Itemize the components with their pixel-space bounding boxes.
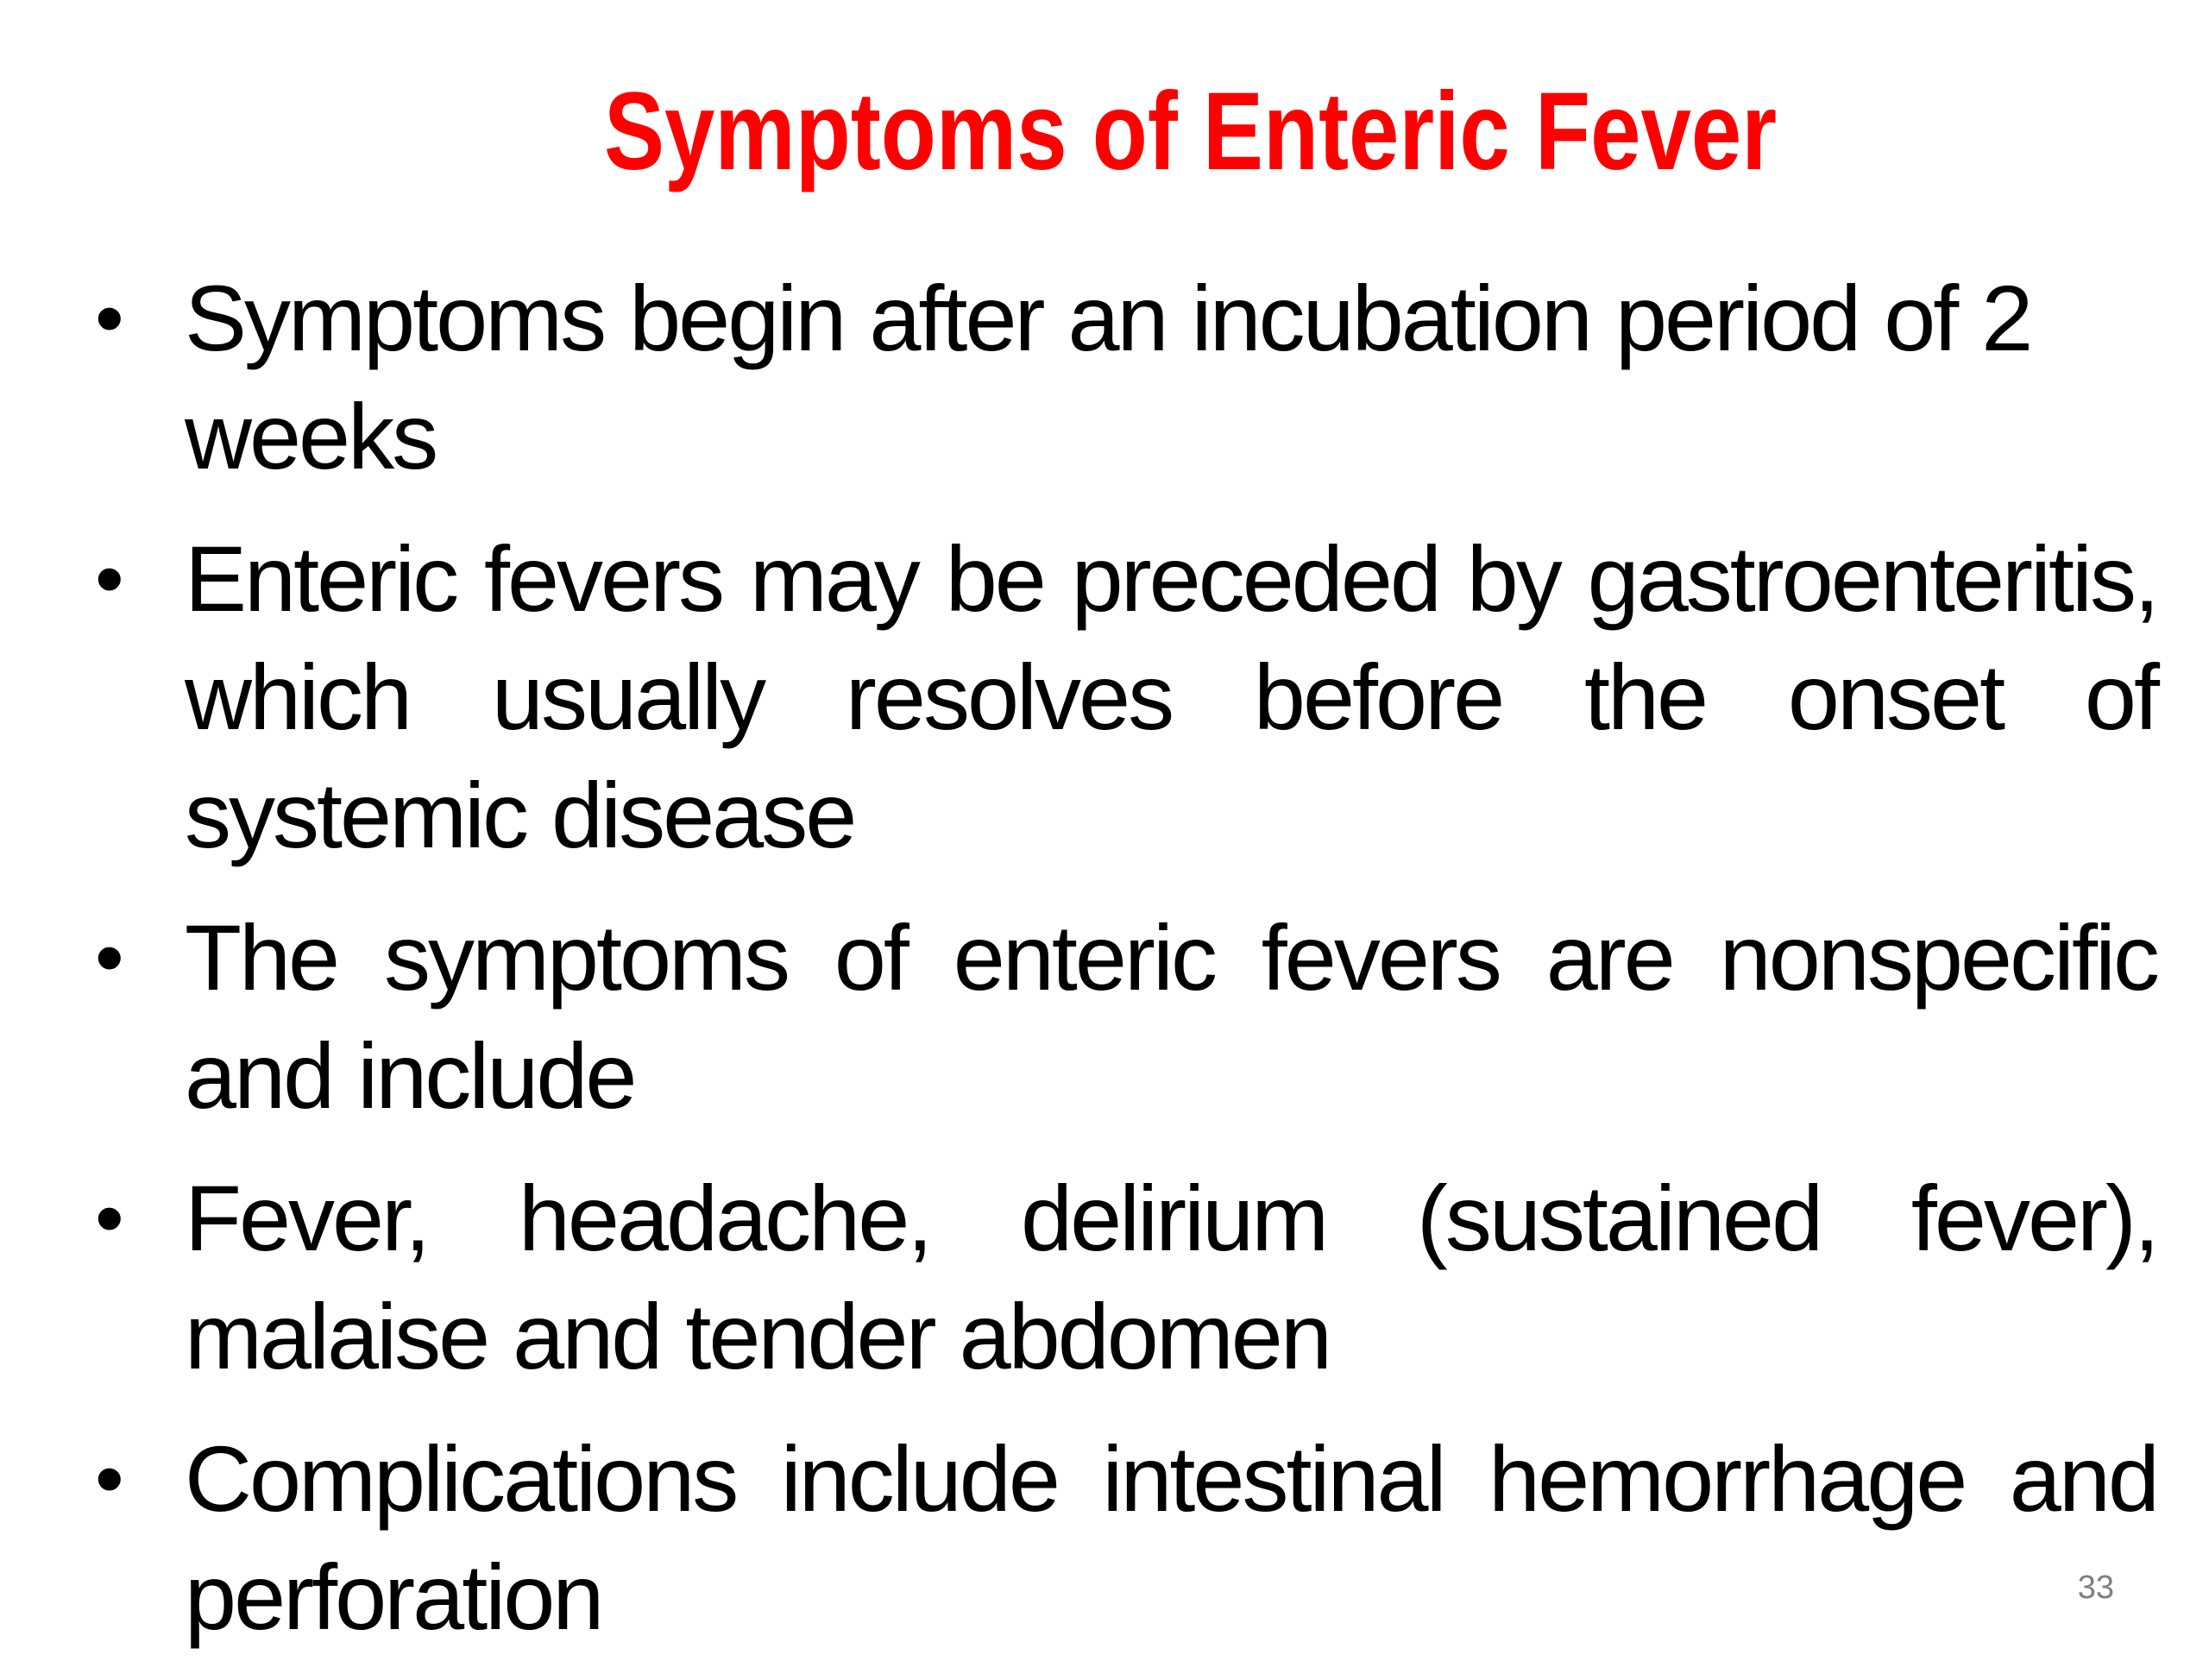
bullet-text: Enteric fevers may be preceded by gastroenteritis, which usually resolves before the onset of systemic disease (185, 526, 2157, 867)
bullet-item (95, 519, 2157, 874)
bullet-point-icon: • (95, 272, 124, 364)
bullet-point-icon: • (95, 1172, 124, 1264)
bullet-text: Fever, headache, delirium (sustained fever), malaise and tender abdomen (185, 1166, 2157, 1388)
page-number: 33 (2077, 1570, 2114, 1606)
bullet-item (95, 259, 2157, 495)
bullet-text: The symptoms of enteric fevers are nonspecific and include (185, 905, 2157, 1128)
bullet-point-icon: • (95, 911, 124, 1004)
bullet-list (95, 259, 2157, 1680)
bullet-point-icon: • (95, 1432, 124, 1525)
bullet-text: Symptoms begin after an incubation period of 2 weeks (185, 266, 2031, 488)
bullet-point-icon: • (95, 532, 124, 625)
bullet-item (95, 1159, 2157, 1395)
bullet-item (95, 1419, 2157, 1656)
bullet-item (95, 898, 2157, 1135)
bullet-text: Complications include intestinal hemorrhage and perforation (185, 1426, 2157, 1649)
slide-title: Symptoms of Enteric Fever (604, 70, 1778, 193)
